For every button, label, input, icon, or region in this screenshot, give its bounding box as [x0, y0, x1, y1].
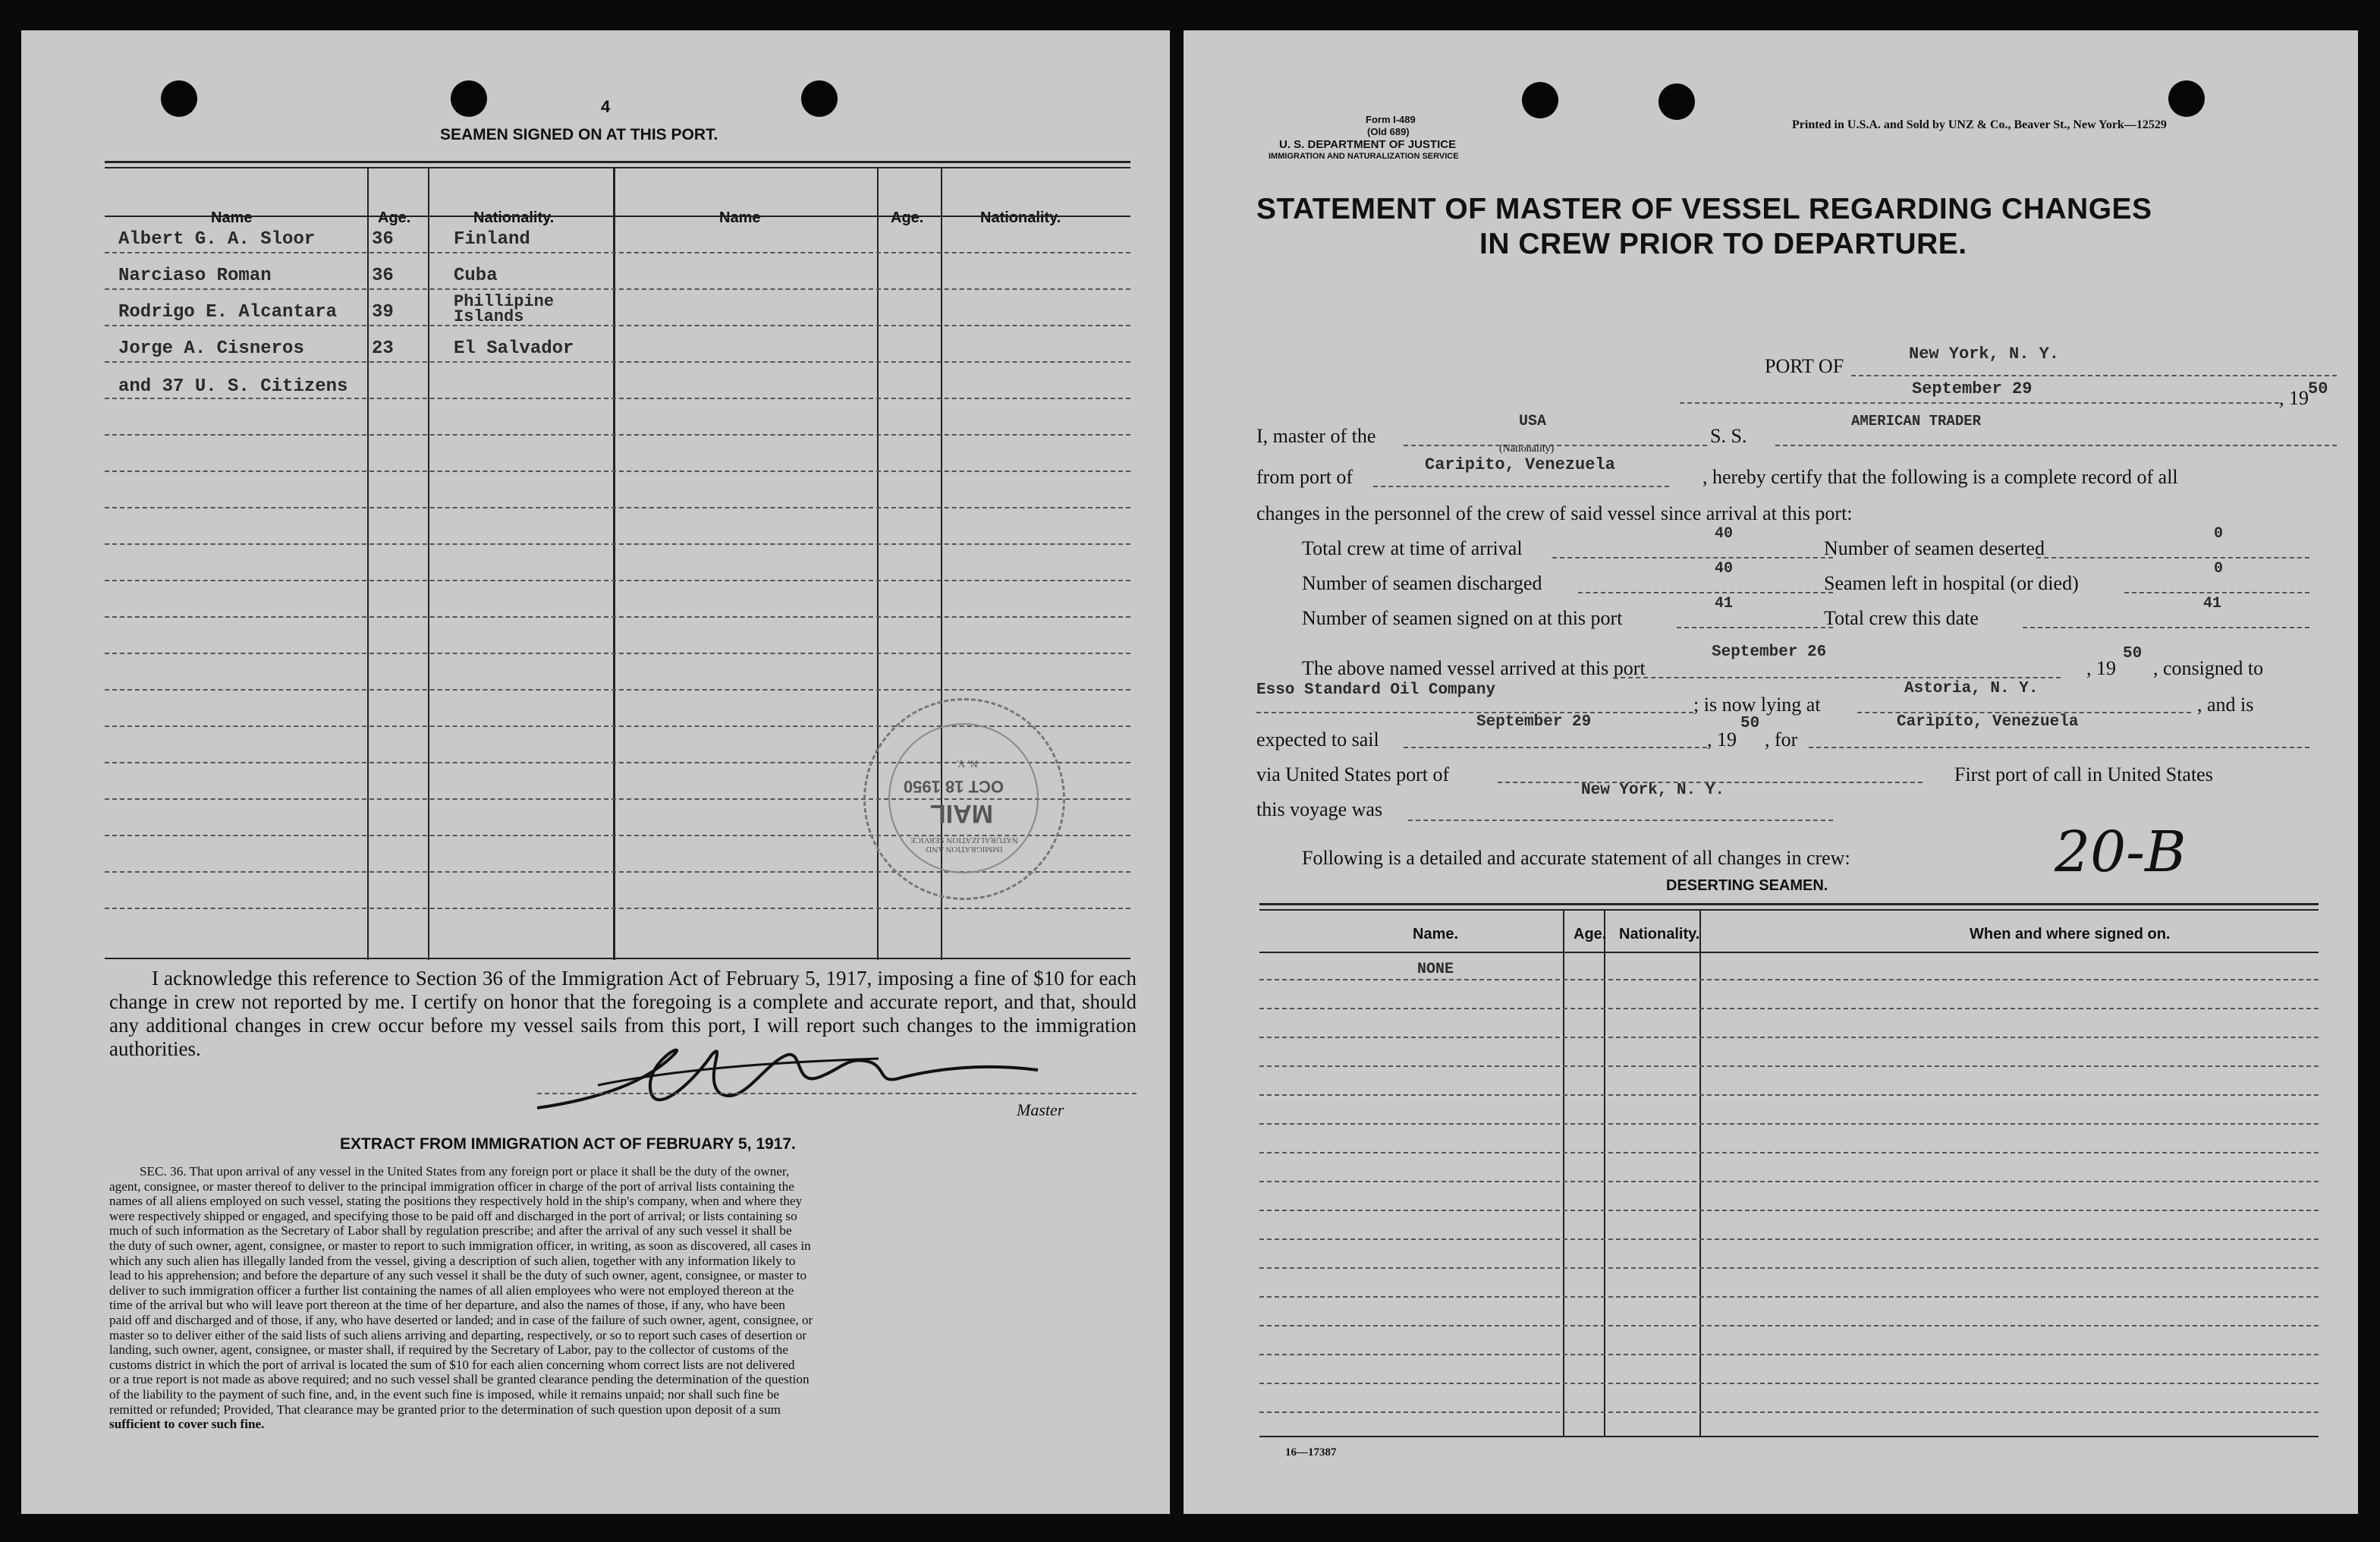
sail-label: expected to sail — [1256, 729, 1379, 751]
year-value: 50 — [2308, 379, 2328, 398]
following-text: Following is a detailed and accurate statement of all changes in crew: — [1302, 847, 1850, 869]
extract-text — [109, 1164, 1137, 1432]
extract-line: or a true report is not made as above required; and no such vessel shall be granted clearance pending the determination of the question — [109, 1372, 810, 1387]
master-label: I, master of the — [1256, 425, 1376, 447]
punch-hole — [2168, 80, 2205, 117]
extract-line: deliver to such immigration officer a further list containing the names of all alien employees who were not employed thereon at the — [109, 1282, 794, 1298]
for-label: , for — [1765, 729, 1798, 751]
form-old-number: (Old 689) — [1367, 126, 1410, 137]
col-header-nationality-2: Nationality. — [980, 209, 1061, 226]
table-row-nationality: Cuba — [454, 266, 498, 286]
table-top-rule — [105, 161, 1130, 163]
nationality-value: USA — [1519, 413, 1547, 430]
service-name: IMMIGRATION AND NATURALIZATION SERVICE — [1269, 152, 1459, 161]
extract-line: paid off and discharged and of those, if any, who have deserted or landed; and in case of the failure of such owner, agent, consignee, or — [109, 1312, 813, 1327]
col-header-nationality: Nationality. — [473, 209, 555, 226]
stamp-service: IMMIGRATION AND NATURALIZATION SERVICE — [910, 836, 1019, 854]
footer-code: 16—17387 — [1285, 1446, 1337, 1459]
voyage-label: this voyage was — [1256, 798, 1383, 820]
port-value: New York, N. Y. — [1909, 345, 2060, 363]
right-page — [1184, 30, 2358, 1514]
page-number: 4 — [601, 97, 611, 116]
sail-date: September 29 — [1476, 713, 1592, 731]
stat-value: 40 — [1715, 560, 1734, 577]
stat-value: 40 — [1715, 525, 1734, 543]
deserting-col-name: Name. — [1413, 926, 1459, 943]
table-row-name: and 37 U. S. Citizens — [118, 376, 348, 397]
acknowledgement-text: I acknowledge this reference to Section 36 of the Immigration Act of February 5, 1917, imposing a fine of $10 for each change in crew not reported by me. I certify on honor that the foregoing is a complete and accurate report, and that, should any additional changes in crew occur before my vessel sails from this port, I will report such changes to the immigration authorities. — [109, 967, 1137, 1060]
department-name: U. S. DEPARTMENT OF JUSTICE — [1279, 138, 1457, 151]
certify-text: , hereby certify that the following is a complete record of all — [1702, 466, 2178, 488]
stamp-location: N. Y. — [956, 757, 978, 769]
col-header-age: Age. — [378, 209, 411, 226]
extract-heading: EXTRACT FROM IMMIGRATION ACT OF FEBRUARY 5, 1917. — [340, 1135, 796, 1153]
table-top-rule-2 — [105, 167, 1130, 168]
stat-label: Number of seamen discharged — [1302, 572, 1542, 594]
consignee-value: Esso Standard Oil Company — [1256, 681, 1496, 699]
punch-hole — [451, 80, 487, 117]
deserting-heading: DESERTING SEAMEN. — [1666, 877, 1828, 894]
table-row-age: 39 — [372, 302, 394, 323]
consigned-label: , consigned to — [2153, 657, 2264, 679]
table-row-age: 36 — [372, 266, 394, 286]
mail-stamp — [863, 698, 1065, 900]
punch-hole — [1658, 83, 1695, 120]
punch-hole — [801, 80, 838, 117]
extract-line: lead to his apprehension; and before the departure of any such vessel it shall be the duty of such owner, agent, consignee, or master to — [109, 1268, 807, 1283]
extract-line: the duty of such owner, agent, consignee, or master to report to such immigration officer, in writing, as soon as discovered, all cases in — [109, 1238, 811, 1253]
extract-line: master so to deliver either of the said lists of such aliens arriving and departing, respectively, or so to report such cases of desertion or — [109, 1327, 807, 1342]
sail-year: 50 — [1740, 715, 1760, 732]
printer-line: Printed in U.S.A. and Sold by UNZ & Co., Beaver St., New York—12529 — [1792, 118, 2167, 131]
extract-line: SEC. 36. That upon arrival of any vessel in the United States from any foreign port or place it shall be the duty of the owner, — [140, 1164, 790, 1179]
stat-label: Total crew at time of arrival — [1302, 537, 1523, 559]
master-signature — [522, 1032, 1068, 1123]
ship-name: AMERICAN TRADER — [1851, 413, 1982, 430]
stat-label: Number of seamen deserted — [1824, 537, 2045, 559]
stat-value: 0 — [2214, 560, 2224, 577]
extract-line: sufficient to cover such fine. — [109, 1417, 265, 1432]
from-port-value: Caripito, Venezuela — [1425, 455, 1615, 474]
and-is: , and is — [2197, 694, 2254, 716]
lying-label: ; is now lying at — [1693, 694, 1821, 716]
deserting-col-nationality: Nationality. — [1619, 926, 1700, 943]
sail-year-prefix: , 19 — [1707, 729, 1737, 751]
form-title-line-1: STATEMENT OF MASTER OF VESSEL REGARDING CHANGES — [1256, 193, 2152, 225]
stamp-mail: MAIL — [929, 799, 993, 828]
left-page — [21, 30, 1170, 1514]
table-row-age: 23 — [372, 338, 394, 359]
for-value: Caripito, Venezuela — [1897, 713, 2079, 731]
extract-line: much of such information as the Secretary of Labor shall by regulation prescribe; and after the arrival of any such vessel it shall be — [109, 1223, 792, 1238]
extract-line: were respectively shipped or engaged, and specifying those to be paid off and discharged in the port of arrival; or lists containing so — [109, 1208, 797, 1223]
year-prefix: , 19 — [2279, 387, 2309, 409]
ss-label: S. S. — [1710, 425, 1747, 447]
port-label: PORT OF — [1765, 355, 1844, 377]
extract-line: of the liability to the payment of such fine, and, in the event such fine is imposed, while it remains unpaid; nor shall such fine be — [109, 1386, 780, 1402]
extract-line: agent, consignee, or master thereof to deliver to the principal immigration officer in charge of the port of arrival lists containing the — [109, 1179, 794, 1194]
table-row-age: 36 — [372, 229, 394, 250]
stamp-date: OCT 18 1950 — [903, 777, 1004, 796]
stat-label: Total crew this date — [1824, 607, 1979, 629]
table-row-name: Narciaso Roman — [118, 266, 272, 286]
table-row-nationality: El Salvador — [454, 338, 574, 359]
extract-line: which any such alien has illegally landed from the vessel, giving a description of such alien, together with any information likely to — [109, 1253, 796, 1268]
handwritten-code: 20-B — [2055, 820, 2187, 885]
arrived-year-prefix: , 19 — [2086, 657, 2116, 679]
date-value: September 29 — [1912, 379, 2033, 398]
stat-label: Seamen left in hospital (or died) — [1824, 572, 2079, 594]
table-row-name: Jorge A. Cisneros — [118, 338, 304, 359]
arrived-year: 50 — [2123, 645, 2143, 662]
section-heading: SEAMEN SIGNED ON AT THIS PORT. — [440, 126, 718, 143]
extract-line: remitted or refunded; Provided, That clearance may be granted prior to the determination of such question upon deposit of a sum — [109, 1402, 781, 1417]
form-title-line-2: IN CREW PRIOR TO DEPARTURE. — [1479, 228, 1967, 260]
col-header-name: Name — [211, 209, 253, 226]
stat-value: 0 — [2214, 525, 2224, 543]
deserting-col-signed-on: When and where signed on. — [1970, 926, 2171, 943]
stat-label: Number of seamen signed on at this port — [1302, 607, 1623, 629]
table-row-name: Rodrigo E. Alcantara — [118, 302, 338, 323]
via-value: New York, N. Y. — [1581, 782, 1725, 799]
table-bottom-rule — [105, 958, 1130, 959]
via-label: via United States port of — [1256, 763, 1450, 785]
col-header-age-2: Age. — [891, 209, 924, 226]
master-label: Master — [1017, 1100, 1064, 1119]
table-row-nationality: Phillipine Islands — [454, 292, 555, 326]
table-row-name: Albert G. A. Sloor — [118, 229, 316, 250]
extract-line: customs district in which the port of arrival is located the sum of $10 for each alien concerning whom correct lists are not delivered — [109, 1357, 795, 1372]
lying-value: Astoria, N. Y. — [1904, 680, 2039, 697]
stat-value: 41 — [1715, 595, 1734, 612]
arrived-label: The above named vessel arrived at this port — [1302, 657, 1646, 679]
punch-hole — [161, 80, 197, 117]
first-port-label: First port of call in United States — [1954, 763, 2213, 785]
form-number: Form I-489 — [1366, 114, 1416, 125]
deserting-row-name: NONE — [1417, 961, 1454, 978]
extract-line: landing, such owner, agent, consignee, or master shall, if required by the Secretary of Labor, pay to the collector of customs of the — [109, 1342, 788, 1358]
table-row-nationality: Finland — [454, 229, 530, 250]
nationality-caption: (Nationality) — [1499, 443, 1555, 455]
deserting-col-age: Age. — [1574, 926, 1607, 943]
extract-line: names of all aliens employed on such vessel, stating the positions they respectively hold in the ship's company, when and where they — [109, 1194, 803, 1209]
extract-line: time of the arrival but who will leave port thereon at the time of her departure, and also the names of those, if any, who have been — [109, 1298, 785, 1313]
stat-value: 41 — [2203, 595, 2222, 612]
col-header-name-2: Name — [719, 209, 761, 226]
from-port-label: from port of — [1256, 466, 1353, 488]
changes-text: changes in the personnel of the crew of said vessel since arrival at this port: — [1256, 502, 1853, 524]
arrived-date: September 26 — [1712, 644, 1827, 661]
punch-hole — [1522, 82, 1558, 118]
